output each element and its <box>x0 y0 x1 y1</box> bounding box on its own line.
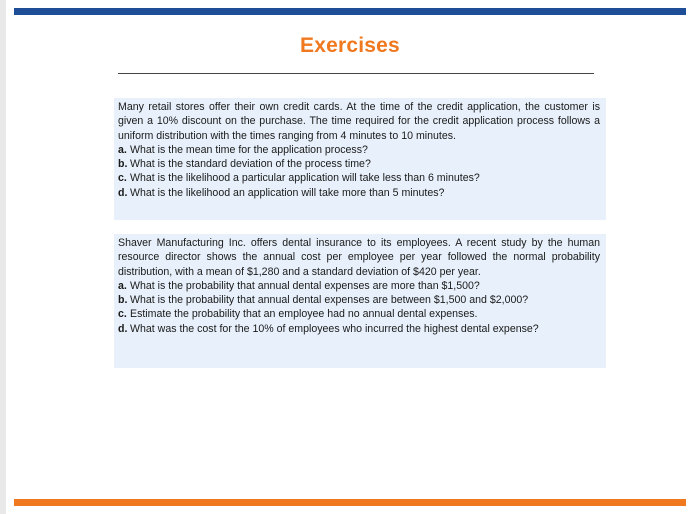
question-item <box>118 157 600 171</box>
question-item <box>118 186 600 200</box>
exercise-card-1 <box>114 98 606 220</box>
question-text: Estimate the probability that an employee had no annual dental expenses. <box>130 308 478 321</box>
question-text: What was the cost for the 10% of employees who incurred the highest dental expense? <box>130 322 539 335</box>
window-left-edge <box>0 0 6 514</box>
question-text: What is the likelihood an application will take more than 5 minutes? <box>130 186 445 199</box>
question-text: What is the probability that annual dental expenses are between $1,500 and $2,000? <box>130 294 529 307</box>
question-item <box>118 293 600 307</box>
title-divider <box>118 73 594 74</box>
question-item <box>118 279 600 293</box>
exercise-1-questions <box>118 143 600 200</box>
question-letter: d. <box>118 186 128 199</box>
page-title: Exercises <box>300 34 400 57</box>
question-item <box>118 143 600 157</box>
question-text: What is the probability that annual dental expenses are more than $1,500? <box>130 279 480 292</box>
question-text: What is the standard deviation of the process time? <box>130 158 371 171</box>
question-text: What is the likelihood a particular application will take less than 6 minutes? <box>130 172 480 185</box>
top-accent-bar <box>14 8 686 15</box>
question-letter: b. <box>118 158 128 171</box>
exercise-2-questions <box>118 279 600 336</box>
bottom-accent-bar <box>14 499 686 506</box>
exercise-card-2 <box>114 234 606 368</box>
question-item <box>118 171 600 185</box>
exercise-2-intro: Shaver Manufacturing Inc. offers dental insurance to its employees. A recent study by the human resource director shows the annual cost per employee per year followed the normal probability distribution, with a mean of $1,280 and a standard deviation of $420 per year. <box>118 237 600 278</box>
question-letter: b. <box>118 294 128 307</box>
question-letter: d. <box>118 322 128 335</box>
question-letter: a. <box>118 143 127 156</box>
exercise-1-intro: Many retail stores offer their own credit cards. At the time of the credit application, the customer is given a 10% discount on the purchase. The time required for the credit application process follows a uniform distribution with the times ranging from 4 minutes to 10 minutes. <box>118 101 600 142</box>
question-text: What is the mean time for the application process? <box>130 143 368 156</box>
question-item <box>118 322 600 336</box>
question-letter: c. <box>118 172 127 185</box>
question-letter: c. <box>118 308 127 321</box>
question-letter: a. <box>118 279 127 292</box>
question-item <box>118 307 600 321</box>
